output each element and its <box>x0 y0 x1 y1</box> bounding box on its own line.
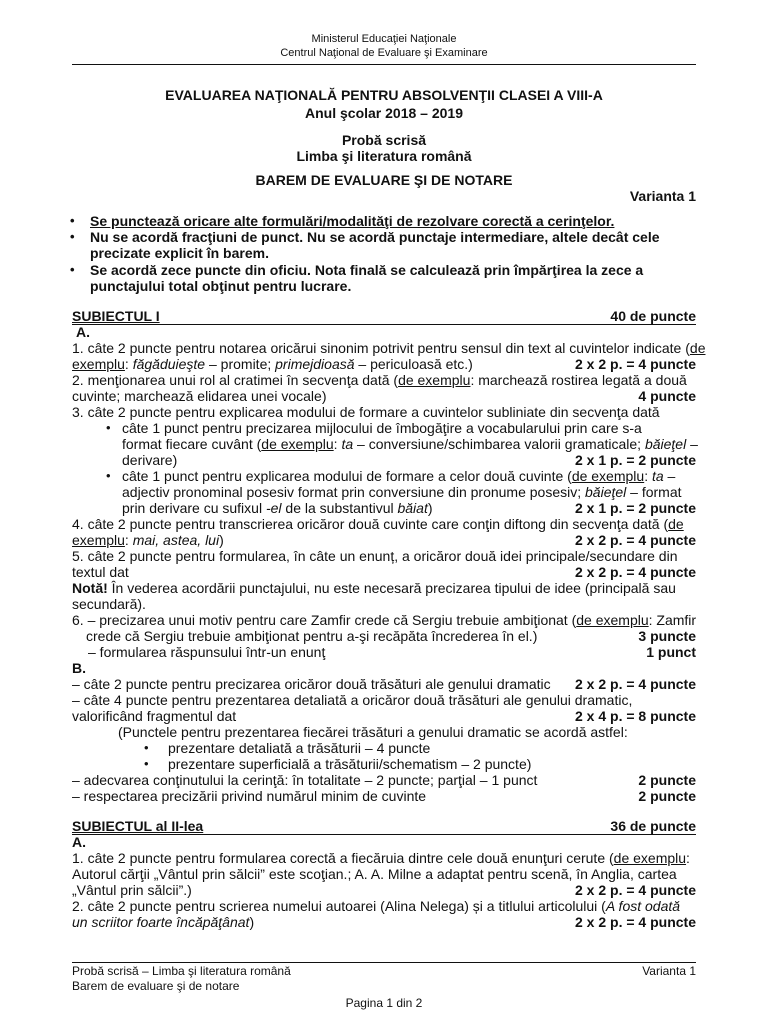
header-divider <box>72 64 696 65</box>
b-item-2-line-2: valorificând fragmentul dat 2 x 4 p. = 8 puncte <box>72 708 696 724</box>
s2-item-1-line-3: „Vântul prin sălcii”.) 2 x 2 p. = 4 puncte <box>72 882 696 898</box>
bullet-icon: • <box>70 262 75 277</box>
bullet-icon: • <box>144 756 149 771</box>
item-4-line-1: 4. câte 2 puncte pentru transcrierea oricăror două cuvinte care conţin diftong din secvenţa dată (de <box>72 516 684 532</box>
school-year: Anul şcolar 2018 – 2019 <box>305 105 463 121</box>
note-line-1: Notă! În vederea acordării punctajului, nu este necesară precizarea tipului de idee (principală sau <box>72 580 676 596</box>
b-item-4: – respectarea precizării privind numărul minim de cuvinte 2 puncte <box>72 788 696 804</box>
item-1-line-1: 1. câte 2 puncte pentru notarea oricărui sinonim potrivit pentru sensul din text al cuvintelor indicate (de <box>72 340 706 356</box>
note-line-2: secundară). <box>72 596 146 612</box>
b-item-3: – adecvarea conţinutului la cerinţă: în totalitate – 2 puncte; parţial – 1 punct 2 puncte <box>72 772 696 788</box>
s2-item-1-line-2: Autorul cărţii „Vântul prin sălcii” este scoţian.; A. A. Milne a adaptat pentru scenă, în Anglia, cartea <box>72 866 677 882</box>
footer-divider <box>72 962 696 963</box>
bullet-icon: • <box>106 420 111 435</box>
bullet-icon: • <box>106 468 111 483</box>
bullet-icon: • <box>144 740 149 755</box>
footer-line-2: Barem de evaluare şi de notare <box>72 979 240 993</box>
s2-part-a-label: A. <box>72 834 86 850</box>
subject-2-header: SUBIECTUL al II-lea 36 de puncte <box>72 818 696 834</box>
ministry-name: Ministerul Educaţiei Naţionale <box>311 33 457 45</box>
exam-title: EVALUAREA NAŢIONALĂ PENTRU ABSOLVENŢII CLASEI A VIII-A <box>165 87 603 103</box>
item-2-line-1: 2. menţionarea unui rol al cratimei în secvenţa dată (de exemplu: marchează rostirea legată a două <box>72 372 687 388</box>
s2-item-2-line-1: 2. câte 2 puncte pentru scrierea numelui autoarei (Alina Nelega) și a titlului articolului (A fost odată <box>72 898 681 914</box>
s2-item-1-line-1: 1. câte 2 puncte pentru formularea corectă a fiecăruia dintre cele două enunţuri cerute (de exemplu: <box>72 850 690 866</box>
subject-1-header: SUBIECTUL I 40 de puncte <box>72 308 696 324</box>
item-1-line-2: exemplu: făgăduieşte – promite; primejdioasă – periculoasă etc.) 2 x 2 p. = 4 puncte <box>72 356 696 372</box>
footer-line-1: Probă scrisă – Limba şi literatura română Varianta 1 <box>72 964 696 978</box>
b-item-1: – câte 2 puncte pentru precizarea oricăror două trăsături ale genului dramatic 2 x 2 p. = 4 puncte <box>72 676 696 692</box>
page-number: Pagina 1 din 2 <box>345 996 423 1010</box>
s2-item-2-line-2: un scriitor foarte încăpăţânat) 2 x 2 p. = 4 puncte <box>72 914 696 930</box>
part-a-label: A. <box>76 324 90 340</box>
item-5-line-1: 5. câte 2 puncte pentru formularea, în câte un enunț, a oricăror două idei principale/secundare din <box>72 548 678 564</box>
bullet-icon: • <box>70 229 75 244</box>
document-page: Ministerul Educaţiei Naţionale Centrul Naţional de Evaluare şi Examinare EVALUAREA NAŢIONALĂ PENTRU ABSOLVENŢII CLASEI A VIII-A Anul şcolar 2018 – 2019 Probă scrisă Limba şi literatura română BAREM DE EVALUARE ŞI DE NOTARE Varianta 1 • Se punctează oricare alte formulări/modalităţi de rezolvare corectă a cerinţelor. • Nu se acordă fracţiuni de punct. Nu se acordă punctaje intermediare, altele decât cele precizate explicit în barem. • Se acordă zece puncte din oficiu. Nota finală se calculează prin împărţirea la zece a punctajului total obţinut pentru lucrare. SUBIECTUL I 40 de puncte A. 1. câte 2 puncte pentru notarea oricărui sinonim potrivit pentru sensul din text al cuvintelor indicate (de exemplu: făgăduieşte – promite; primejdioasă – periculoasă etc.) 2 x 2 p. = 4 puncte 2. menţionarea unui rol al cratimei în secvenţa dată (de exemplu: marchează rostirea legată a două cuvinte; marchează elidarea unei vocale) 4 puncte 3. câte 2 puncte pentru explicarea modului de formare a cuvintelor subliniate din secvenţa dată • câte 1 punct pentru precizarea mijlocului de îmbogăţire a vocabularului prin care s-a format fiecare cuvânt (de exemplu: ta – conversiune/schimbarea valorii gramaticale; băieţel – derivare) 2 x 1 p. = 2 puncte • câte 1 punct pentru explicarea modului de formare a celor două cuvinte (de exemplu: ta – adjectiv pronominal posesiv format prin conversiune din pronume posesiv; băieţel – format prin derivare cu sufixul -el de la substantivul băiat) 2 x 1 p. = 2 puncte 4. câte 2 puncte pentru transcrierea oricăror două cuvinte care conţin diftong din secvenţa dată (de exemplu: mai, astea, lui) 2 x 2 p. = 4 puncte 5. câte 2 puncte pentru formularea, în câte un enunț, a oricăror două idei principale/secundare din textul dat 2 x 2 p. = 4 puncte Notă! În vederea acordării punctajului, nu este necesară precizarea tipului de idee (principală sau secundară). 6. – precizarea unui motiv pentru care Zamfir crede că Sergiu trebuie ambiţionat (de exemplu: Zamfir crede că Sergiu trebuie ambiţionat pentru a-şi recăpăta încrederea în el.) 3 puncte – formularea răspunsului într-un enunţ 1 punct B. – câte 2 puncte pentru precizarea oricăror două trăsături ale genului dramatic 2 x 2 p. = 4 puncte – câte 4 puncte pentru prezentarea detaliată a oricăror două trăsături ale genului dramatic, valorificând fragmentul dat 2 x 4 p. = 8 puncte (Punctele pentru prezentarea fiecărei trăsături a genului dramatic se acordă astfel: • prezentare detaliată a trăsăturii – 4 puncte • prezentare superficială a trăsăturii/schematism – 2 puncte) – adecvarea conţinutului la cerinţă: în totalitate – 2 puncte; parţial – 1 punct 2 puncte – respectarea precizării privind numărul minim de cuvinte 2 puncte SUBIECTUL al II-lea 36 de puncte A. 1. câte 2 puncte pentru formularea corectă a fiecăruia dintre cele două enunţuri cerute (de exemplu: Autorul cărţii „Vântul prin sălcii” este scoţian.; A. A. Milne a adaptat pentru scenă, în Anglia, cartea „Vântul prin sălcii”.) 2 x 2 p. = 4 puncte 2. câte 2 puncte pentru scrierea numelui autoarei (Alina Nelega) și a titlului articolului (A fost odată un scriitor foarte încăpăţânat) 2 x 2 p. = 4 puncte Probă scrisă – Limba şi literatura română Varianta 1 Barem de evaluare şi de notare Pagina 1 din 2 <box>70 33 706 1010</box>
item-4-line-2: exemplu: mai, astea, lui) 2 x 2 p. = 4 puncte <box>72 532 696 548</box>
barem-title: BAREM DE EVALUARE ŞI DE NOTARE <box>255 172 513 188</box>
exam-subject: Limba şi literatura română <box>296 148 472 164</box>
b-item-2-line-1: – câte 4 puncte pentru prezentarea detaliată a oricăror două trăsături ale genului dramatic, <box>72 692 633 708</box>
item-3-line-1: 3. câte 2 puncte pentru explicarea modului de formare a cuvintelor subliniate din secvenţa dată <box>72 404 660 420</box>
exam-type: Probă scrisă <box>341 132 427 148</box>
bullet-icon: • <box>70 213 75 228</box>
item-6-line-1: 6. – precizarea unui motiv pentru care Zamfir crede că Sergiu trebuie ambiţionat (de exemplu: Zamfir <box>72 612 697 628</box>
item-2-line-2: cuvinte; marchează elidarea unei vocale) 4 puncte <box>72 388 696 404</box>
part-b-label: B. <box>72 660 86 676</box>
center-name: Centrul Naţional de Evaluare şi Examinare <box>280 47 488 59</box>
item-5-line-2: textul dat 2 x 2 p. = 4 puncte <box>72 564 696 580</box>
variant-label: Varianta 1 <box>629 188 696 204</box>
